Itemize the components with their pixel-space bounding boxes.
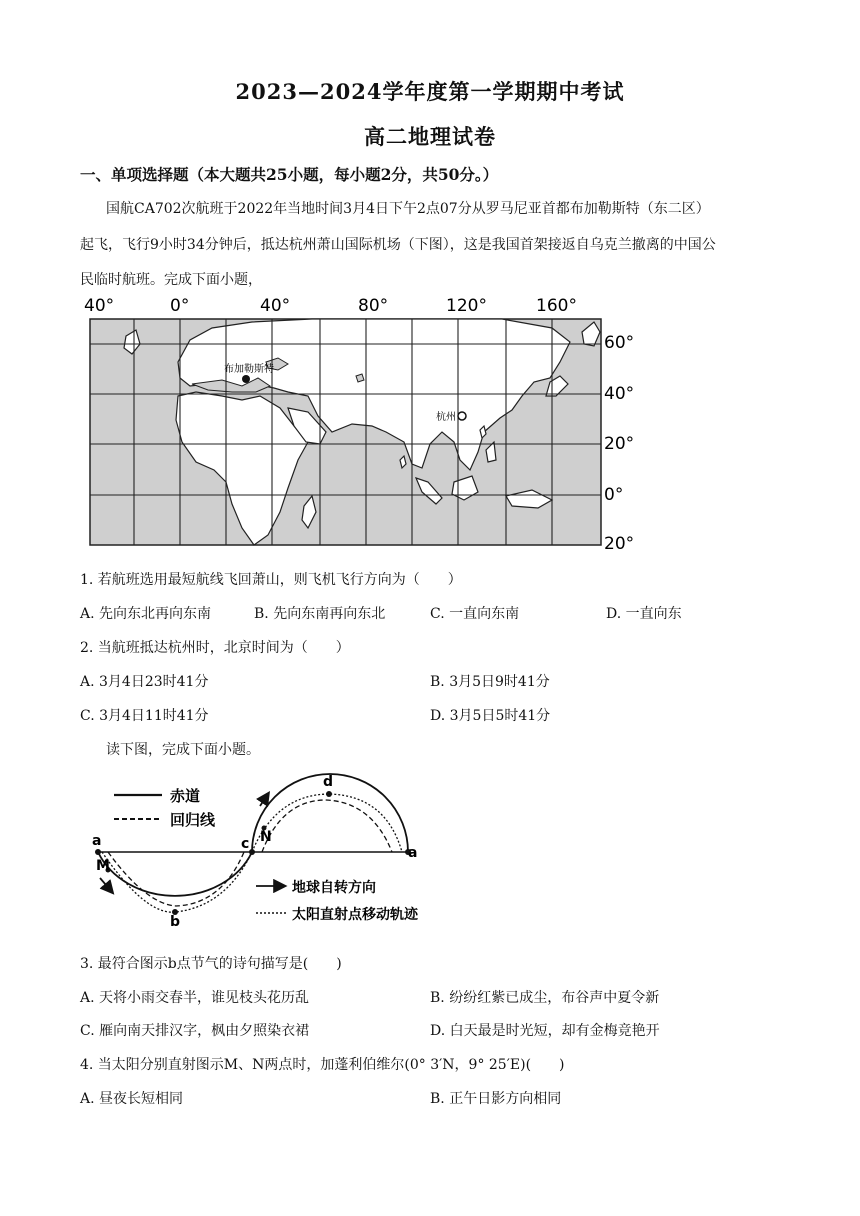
q2-option-a[interactable]: A. 3月4日23时41分 <box>80 674 209 690</box>
q2-option-d[interactable]: D. 3月5日5时41分 <box>430 708 551 724</box>
lon-label: 0° <box>170 296 190 316</box>
city-label-hangzhou: 杭州 <box>436 412 456 423</box>
sun-track-lower <box>102 852 252 912</box>
lon-label: 160° <box>536 296 577 316</box>
legend-tropic-label: 回归线 <box>170 811 216 829</box>
lat-label: 40° <box>604 384 635 404</box>
point-c-dot <box>249 849 255 855</box>
lake <box>356 374 364 382</box>
point-n-label: N <box>260 829 272 845</box>
lon-label: 120° <box>446 296 487 316</box>
exam-subtitle: 高二地理试卷 <box>364 124 496 149</box>
tropic-arc-lower <box>108 852 244 906</box>
q3-option-a[interactable]: A. 天将小雨交春半，谁见枝头花历乱 <box>80 990 310 1006</box>
passage2-text: 读下图，完成下面小题。 <box>106 742 260 758</box>
q2-option-b[interactable]: B. 3月5日9时41分 <box>430 674 550 690</box>
legend-track-label: 太阳直射点移动轨迹 <box>292 907 418 923</box>
lon-label: 40° <box>260 296 291 316</box>
rotation-arrow-icon <box>100 878 112 892</box>
rotation-arc-lower <box>98 852 252 896</box>
solar-track-diagram <box>86 770 456 930</box>
q1-option-b[interactable]: B. 先向东南再向东北 <box>254 606 386 622</box>
point-d-dot <box>326 791 332 797</box>
q3-option-d[interactable]: D. 白天最是时光短，却有金梅竞艳开 <box>430 1023 660 1039</box>
city-marker-bucharest <box>242 375 250 383</box>
point-a-left-label: a <box>92 833 102 849</box>
sun-track-upper <box>252 794 402 852</box>
point-c-label: c <box>241 836 250 852</box>
q4-stem: 4. 当太阳分别直射图示M、N两点时，加蓬利伯维尔(0° 3′N，9° 25′E)( ) <box>80 1057 565 1073</box>
passage1-line2: 起飞，飞行9小时34分钟后，抵达杭州萧山国际机场（下图），这是我国首架接返自乌克兰撤离的中国公 <box>80 237 716 253</box>
lon-label: 80° <box>358 296 389 316</box>
passage1-line1: 国航CA702次航班于2022年当地时间3月4日下午2点07分从罗马尼亚首都布加勒斯特（东二区） <box>106 201 710 217</box>
lat-label: 20° <box>604 434 635 454</box>
q3-option-c[interactable]: C. 雁向南天排汉字，枫由夕照染衣裙 <box>80 1023 310 1039</box>
q1-option-d[interactable]: D. 一直向东 <box>606 606 682 622</box>
rotation-arrow-icon <box>260 794 268 806</box>
q1-stem: 1. 若航班选用最短航线飞回萧山，则飞机飞行方向为（ ） <box>80 572 462 588</box>
q3-stem: 3. 最符合图示b点节气的诗句描写是( ) <box>80 956 342 972</box>
legend-equator-label: 赤道 <box>170 787 201 805</box>
point-b-label: b <box>170 914 181 930</box>
q1-option-c[interactable]: C. 一直向东南 <box>430 606 520 622</box>
q2-stem: 2. 当航班抵达杭州时，北京时间为（ ） <box>80 640 350 656</box>
q3-option-b[interactable]: B. 纷纷红紫已成尘，布谷声中夏令新 <box>430 990 660 1006</box>
lat-label: 60° <box>604 333 635 353</box>
q1-option-a[interactable]: A. 先向东北再向东南 <box>80 606 212 622</box>
lon-label: 40° <box>84 296 115 316</box>
point-d-label: d <box>323 774 334 790</box>
point-m-label: M <box>96 858 110 874</box>
lat-label: 20° <box>604 534 635 554</box>
world-map-figure <box>82 292 642 554</box>
exam-title: 2023—2024学年度第一学期期中考试 <box>235 79 625 104</box>
section-heading: 一、单项选择题（本大题共25小题，每小题2分，共50分。） <box>80 165 499 184</box>
passage1-line3: 民临时航班。完成下面小题， <box>80 272 262 288</box>
q4-option-a[interactable]: A. 昼夜长短相同 <box>80 1091 184 1107</box>
q4-option-b[interactable]: B. 正午日影方向相同 <box>430 1091 562 1107</box>
legend-rotation-label: 地球自转方向 <box>292 880 376 896</box>
point-a-left-dot <box>95 849 101 855</box>
lat-label: 0° <box>604 485 624 505</box>
point-a-right-label: a <box>408 845 418 861</box>
city-label-bucharest: 布加勒斯特 <box>224 364 274 375</box>
q2-option-c[interactable]: C. 3月4日11时41分 <box>80 708 209 724</box>
city-marker-hangzhou <box>458 412 466 420</box>
tropic-arc-upper <box>262 800 392 852</box>
